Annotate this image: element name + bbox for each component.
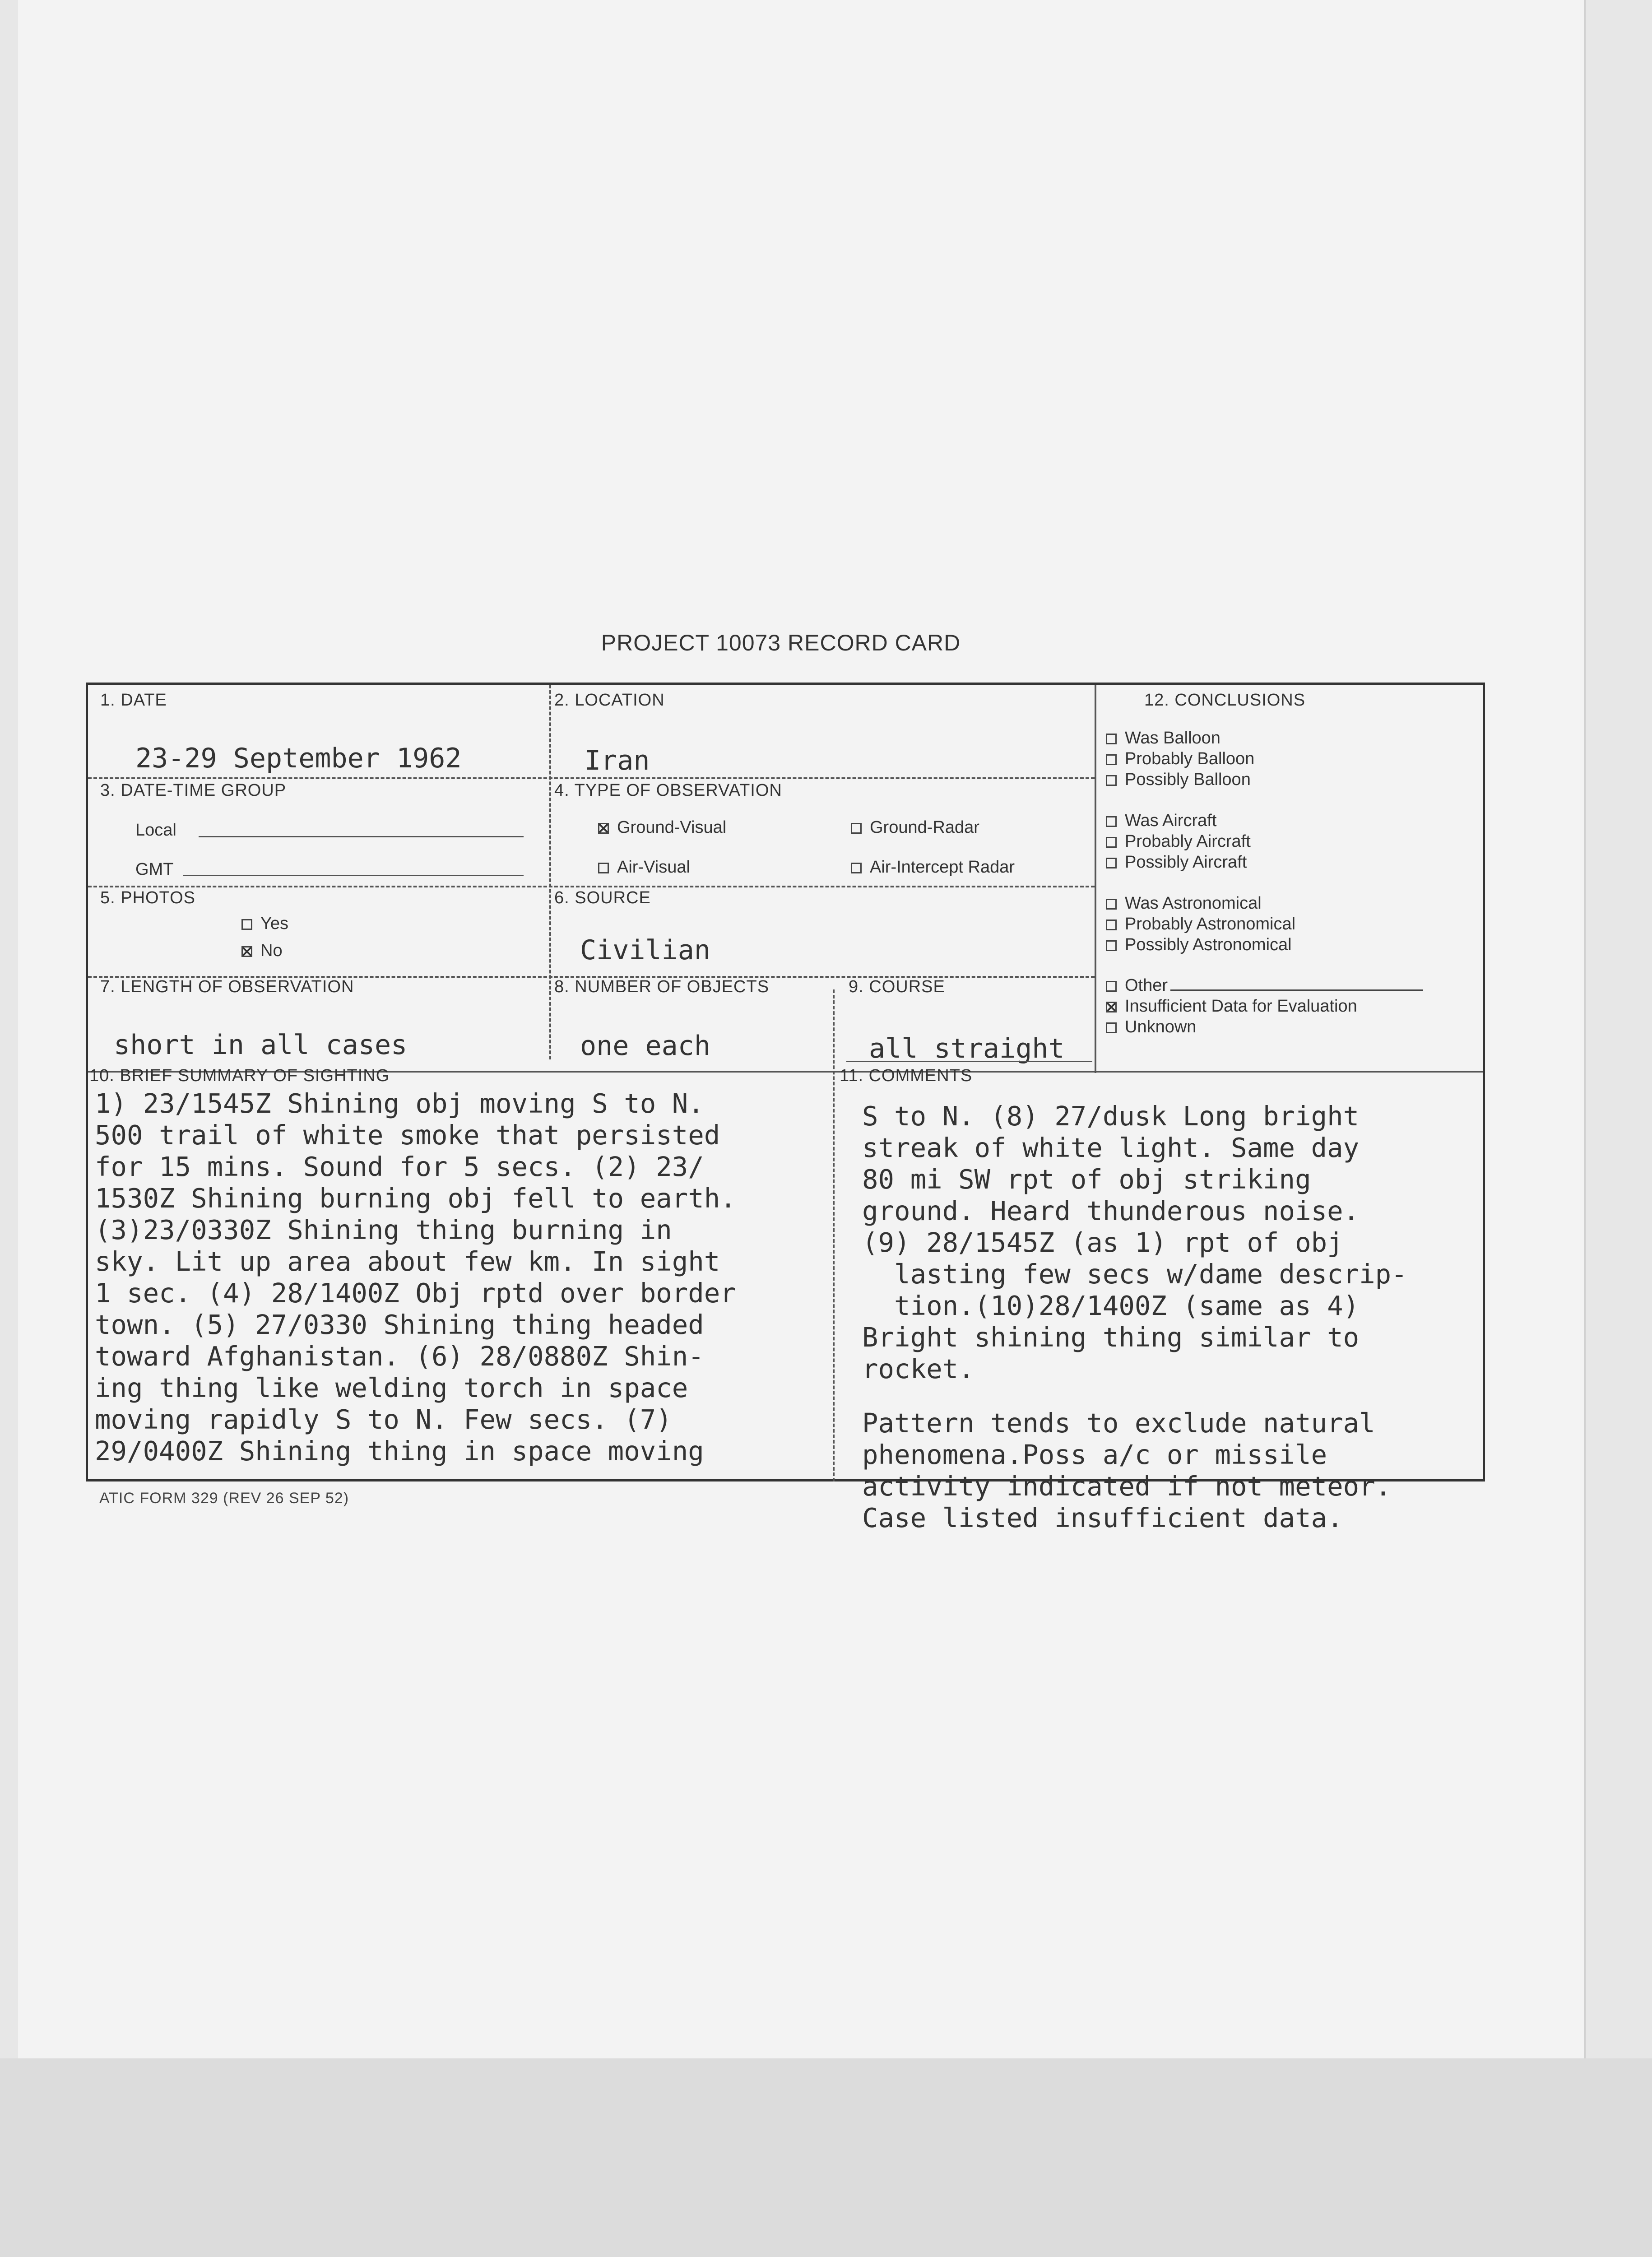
dtg-label: 3. DATE-TIME GROUP: [100, 781, 287, 800]
background-lower: [0, 2058, 1652, 2257]
comment-line: activity indicated if not meteor.: [862, 1471, 1392, 1502]
summary-line: for 15 mins. Sound for 5 secs. (2) 23/: [95, 1151, 704, 1182]
conclusion-option: Was Aircraft: [1106, 810, 1251, 831]
local-label: Local: [135, 821, 176, 840]
conclusion-option: Probably Aircraft: [1106, 831, 1251, 852]
conclusion-option: Probably Balloon: [1106, 748, 1254, 769]
conclusion-option: Other: [1106, 975, 1423, 996]
source-label: 6. SOURCE: [554, 888, 651, 907]
length-value: short in all cases: [114, 1029, 408, 1061]
summary-line: 1530Z Shining burning obj fell to earth.: [95, 1183, 736, 1214]
conclusion-option: Possibly Balloon: [1106, 769, 1254, 790]
comment-line: [862, 1385, 1407, 1407]
summary-line: 29/0400Z Shining thing in space moving: [95, 1435, 704, 1467]
conclusions-other: [1106, 975, 1423, 1037]
summary-text: [95, 1088, 736, 1467]
conclusion-option: Unknown: [1106, 1017, 1423, 1037]
summary-line: sky. Lit up area about few km. In sight: [95, 1246, 720, 1277]
conclusion-option: Probably Astronomical: [1106, 914, 1295, 934]
course-value: all straight: [869, 1033, 1065, 1064]
local-line: [199, 836, 524, 837]
card-title: PROJECT 10073 RECORD CARD: [601, 630, 961, 655]
form-id: ATIC FORM 329 (REV 26 SEP 52): [99, 1490, 349, 1507]
divider: [1095, 685, 1096, 1073]
summary-line: 1) 23/1545Z Shining obj moving S to N.: [95, 1088, 704, 1119]
photos-no: No: [241, 941, 283, 961]
conclusion-option-checked: Insufficient Data for Evaluation: [1106, 996, 1423, 1017]
summary-line: 1 sec. (4) 28/1400Z Obj rptd over border: [95, 1277, 736, 1309]
air-visual-option: Air-Visual: [598, 858, 690, 877]
ground-radar-option: Ground-Radar: [851, 818, 979, 837]
course-underline: [846, 1061, 1092, 1062]
conclusions-astronomical: [1106, 893, 1295, 955]
comment-line: ground. Heard thunderous noise.: [862, 1195, 1360, 1226]
comment-line: (9) 28/1545Z (as 1) rpt of obj: [862, 1227, 1343, 1258]
comment-line: Case listed insufficient data.: [862, 1502, 1343, 1533]
conclusions-balloon: [1106, 728, 1254, 790]
air-intercept-option: Air-Intercept Radar: [851, 858, 1015, 877]
summary-line: ing thing like welding torch in space: [95, 1372, 688, 1403]
length-label: 7. LENGTH OF OBSERVATION: [100, 977, 354, 996]
comment-line: lasting few secs w/dame descrip-: [862, 1259, 1407, 1290]
course-label: 9. COURSE: [849, 977, 945, 996]
comments-label: 11. COMMENTS: [840, 1066, 973, 1085]
photos-yes: Yes: [241, 914, 288, 933]
conclusion-option: Was Balloon: [1106, 728, 1254, 748]
comment-line: streak of white light. Same day: [862, 1132, 1360, 1163]
divider: [549, 685, 551, 1059]
gmt-label: GMT: [135, 860, 174, 879]
summary-line: town. (5) 27/0330 Shining thing headed: [95, 1309, 704, 1340]
date-label: 1. DATE: [100, 691, 167, 710]
conclusions-label: 12. CONCLUSIONS: [1144, 691, 1306, 710]
date-value: 23-29 September 1962: [135, 743, 462, 774]
comments-text: [862, 1101, 1407, 1534]
summary-line: (3)23/0330Z Shining thing burning in: [95, 1214, 672, 1245]
summary-line: moving rapidly S to N. Few secs. (7): [95, 1404, 672, 1435]
divider: [88, 777, 1095, 779]
gmt-line: [183, 875, 524, 876]
comment-line: tion.(10)28/1400Z (same as 4): [862, 1290, 1360, 1321]
divider: [88, 886, 1095, 887]
type-obs-label: 4. TYPE OF OBSERVATION: [554, 781, 782, 800]
summary-line: toward Afghanistan. (6) 28/0880Z Shin-: [95, 1341, 704, 1372]
divider: [833, 989, 835, 1481]
comment-line: 80 mi SW rpt of obj striking: [862, 1164, 1311, 1195]
summary-label: 10. BRIEF SUMMARY OF SIGHTING: [89, 1066, 390, 1085]
conclusions-aircraft: [1106, 810, 1251, 873]
conclusion-option: Was Astronomical: [1106, 893, 1295, 914]
comment-line: Bright shining thing similar to: [862, 1322, 1360, 1353]
photos-label: 5. PHOTOS: [100, 888, 196, 907]
ground-visual-option: Ground-Visual: [598, 818, 726, 837]
number-value: one each: [580, 1030, 710, 1062]
comment-line: rocket.: [862, 1353, 974, 1384]
number-label: 8. NUMBER OF OBJECTS: [554, 977, 770, 996]
comment-line: S to N. (8) 27/dusk Long bright: [862, 1101, 1360, 1132]
source-value: Civilian: [580, 934, 710, 966]
summary-line: 500 trail of white smoke that persisted: [95, 1119, 720, 1151]
comment-line: phenomena.Poss a/c or missile: [862, 1439, 1327, 1470]
conclusion-option: Possibly Aircraft: [1106, 852, 1251, 873]
location-value: Iran: [585, 745, 650, 776]
conclusion-option: Possibly Astronomical: [1106, 934, 1295, 955]
comment-line: Pattern tends to exclude natural: [862, 1407, 1375, 1439]
location-label: 2. LOCATION: [554, 691, 665, 710]
